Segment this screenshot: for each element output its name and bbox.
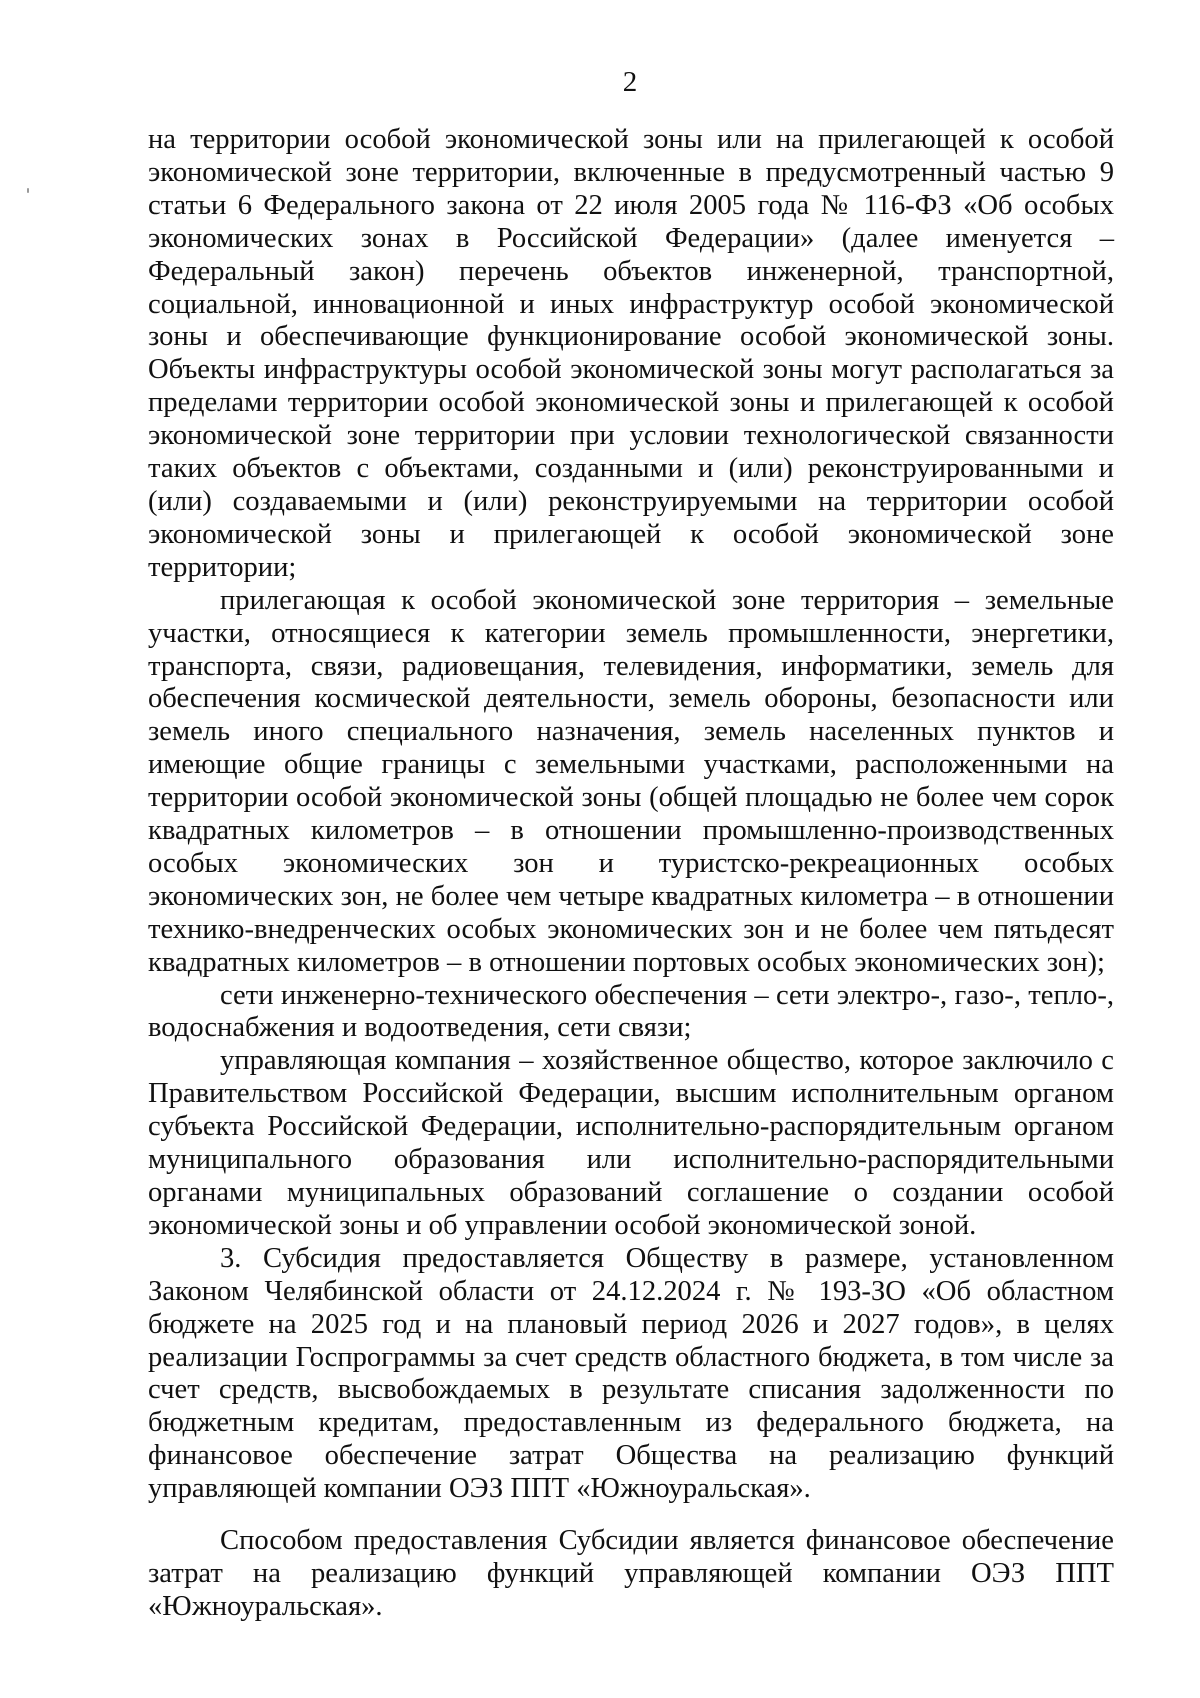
paragraph-engineering-networks: сети инженерно-технического обеспечения – сети электро-, газо-, тепло-, водоснабжения и водоотведения, сети связи; [148, 979, 1114, 1044]
document-body [148, 124, 1114, 1624]
scan-speck [27, 188, 29, 193]
page-number: 2 [622, 66, 638, 98]
paragraph-infrastructure-objects: на территории особой экономической зоны или на прилегающей к особой экономической зоне территории, включенные в предусмотренный частью 9 статьи 6 Федерального закона от 22 июля 2005 года № 116-ФЗ «Об особых экономических зонах в Российской Федерации» (далее именуется – Федеральный закон) перечень объектов инженерной, транспортной, социальной, инновационной и иных инфраструктур особой экономической зоны и обеспечивающие функционирование особой экономической зоны. Объекты инфраструктуры особой экономической зоны могут располагаться за пределами территории особой экономической зоны и прилегающей к особой экономической зоне территории при условии технологической связанности таких объектов с объектами, созданными и (или) реконструированными и (или) создаваемыми и (или) реконструируемыми на территории особой экономической зоны и прилегающей к особой экономической зоне территории; [148, 124, 1114, 583]
paragraph-subsidy-method: Способом предоставления Субсидии является финансовое обеспечение затрат на реализацию функций управляющей компании ОЭЗ ППТ «Южноуральская». [148, 1525, 1114, 1622]
paragraph-management-company: управляющая компания – хозяйственное общество, которое заключило с Правительством Российской Федерации, высшим исполнительным органом субъекта Российской Федерации, исполнительно-распорядительным органом муниципального образования или исполнительно-распорядительными органами муниципальных образований соглашение о создании особой экономической зоны и об управлении особой экономической зоной. [148, 1045, 1114, 1241]
paragraph-subsidy-clause-3: 3. Субсидия предоставляется Обществу в размере, установленном Законом Челябинской области от 24.12.2024 г. № 193-ЗО «Об областном бюджете на 2025 год и на плановый период 2026 и 2027 годов», в целях реализации Госпрограммы за счет средств областного бюджета, в том числе за счет средств, высвобождаемых в результате списания задолженности по бюджетным кредитам, предоставленным из федерального бюджета, на финансовое обеспечение затрат Общества на реализацию функций управляющей компании ОЭЗ ППТ «Южноуральская». [148, 1242, 1114, 1505]
paragraph-adjacent-territory: прилегающая к особой экономической зоне территория – земельные участки, относящиеся к категории земель промышленности, энергетики, транспорта, связи, радиовещания, телевидения, информатики, земель для обеспечения космической деятельности, земель обороны, безопасности или земель иного специального назначения, земель населенных пунктов и имеющие общие границы с земельными участками, расположенными на территории особой экономической зоны (общей площадью не более чем сорок квадратных километров – в отношении промышленно-производственных особых экономических зон и туристско-рекреационных особых экономических зон, не более чем четыре квадратных километра – в отношении технико-внедренческих особых экономических зон и не более чем пятьдесят квадратных километров – в отношении портовых особых экономических зон); [148, 584, 1114, 978]
